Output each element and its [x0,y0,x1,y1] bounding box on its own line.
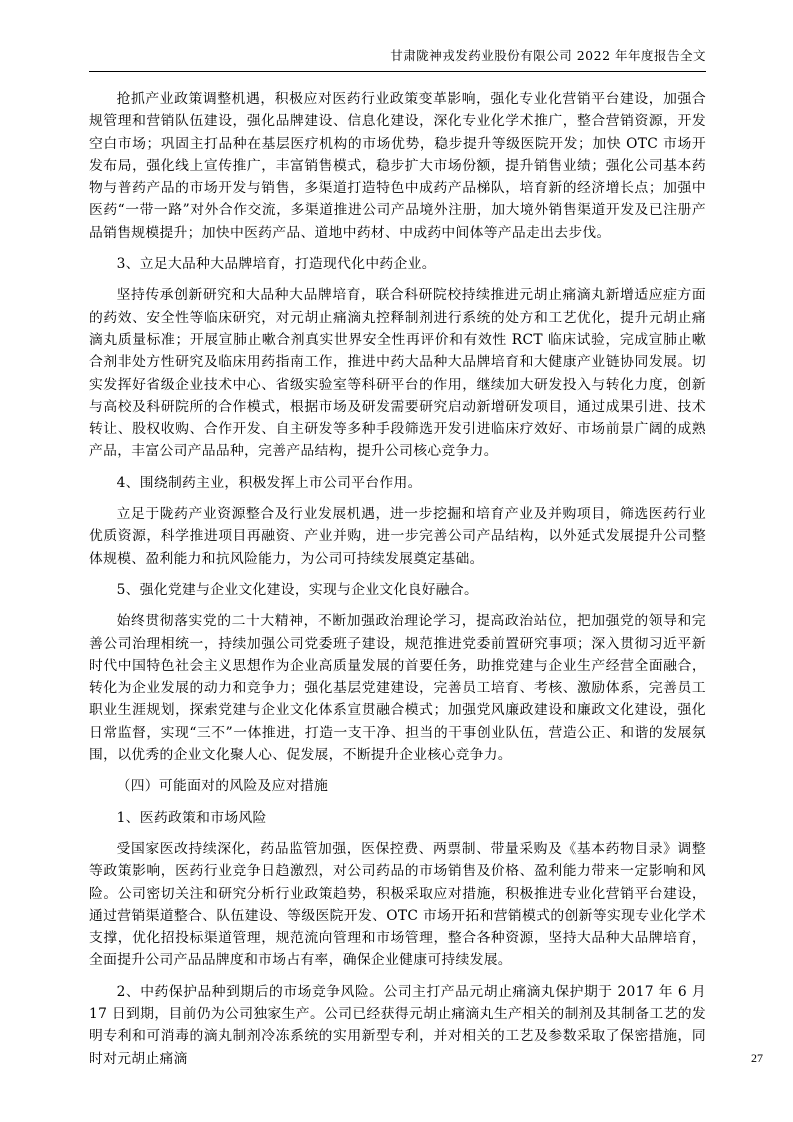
paragraph: 受国家医改持续深化，药品监管加强，医保控费、两票制、带量采购及《基本药物目录》调整等政策影响，医药行业竞争日趋激烈，对公司药品的市场销售及价格、盈利能力带来一定影响和风险。公司密切关注和研究分析行业政策趋势，积极采取应对措施，积极推进专业化营销平台建设，通过营销渠道整合、队伍建设、等级医院开发、OTC 市场开拓和营销模式的创新等实现专业化学术支撑，优化招投标渠道管理，规范流向管理和市场管理，整合各种资源，坚持大品种大品牌培育，全面提升公司产品品牌度和市场占有率，确保企业健康可持续发展。 [89,840,706,969]
document-header [89,46,706,72]
document-body [89,72,706,1070]
paragraph-heading: 3、立足大品种大品牌培育，打造现代化中药企业。 [116,256,436,273]
paragraph-heading: 5、强化党建与企业文化建设，实现与企业文化良好融合。 [116,581,479,598]
paragraph: 坚持传承创新研究和大品种大品牌培育，联合科研院校持续推进元胡止痛滴丸新增适应症方面的药效、安全性等临床研究，对元胡止痛滴丸控释制剂进行系统的处方和工艺优化，提升元胡止痛滴丸质量标准；开展宣肺止嗽合剂真实世界安全性再评价和有效性 RCT 临床试验，完成宣肺止嗽合剂非处方性研究及临床用药指南工作，推进中药大品种大品牌培育和大健康产业链协同发展。切实发挥好省级企业技术中心、省级实验室等科研平台的作用，继续加大研发投入与转化力度，创新与高校及科研院所的合作模式，根据市场及研发需要研究启动新增研发项目，通过成果引进、技术转让、股权收购、合作开发、自主研发等多种手段筛选开发引进临床疗效好、市场前景广阔的成熟产品，丰富公司产品品种，完善产品结构，提升公司核心竞争力。 [89,287,706,460]
document-header-title: 甘肃陇神戎发药业股份有限公司 2022 年年度报告全文 [390,48,706,63]
paragraph: 抢抓产业政策调整机遇，积极应对医药行业政策变革影响，强化专业化营销平台建设，加强合规管理和营销队伍建设，强化品牌建设、信息化建设，深化专业化学术推广，整合营销资源，开发空白市场；巩固主打品种在基层医疗机构的市场优势，稳步提升等级医院开发；加快 OTC 市场开发布局，强化线上宣传推广，丰富销售模式，稳步扩大市场份额，提升销售业绩；强化公司基本药物与普药产品的市场开发与销售，多渠道打造特色中成药产品梯队，培育新的经济增长点；加强中医药“一带一路”对外合作交流，多渠道推进公司产品境外注册，加大境外销售渠道开发及已注册产品销售规模提升；加快中医药产品、道地中药材、中成药中间体等产品走出去步伐。 [89,91,706,241]
paragraph: 立足于陇药产业资源整合及行业发展机遇，进一步挖掘和培育产业及并购项目，筛选医药行业优质资源，科学推进项目再融资、产业并购，进一步完善公司产品结构，以外延式发展提升公司整体规模、盈利能力和抗风险能力，为公司可持续发展奠定基础。 [89,506,706,567]
paragraph-heading: 4、围绕制药主业，积极发挥上市公司平台作用。 [116,474,422,491]
paragraph-heading: （四）可能面对的风险及应对措施 [116,778,329,795]
paragraph-heading: 1、医药政策和市场风险 [116,809,267,826]
paragraph: 2、中药保护品种到期后的市场竞争风险。公司主打产品元胡止痛滴丸保护期于 2017 年 6 月 17 日到期，目前仍为公司独家生产。公司已经获得元胡止痛滴丸生产相关的制剂及其制备工艺的发明专利和可消毒的滴丸制剂冷冻系统的实用新型专利，并对相关的工艺及参数采取了保密措施，同时对元胡止痛滴 [89,983,706,1067]
page-number: 27 [751,1051,763,1065]
paragraph: 始终贯彻落实党的二十大精神，不断加强政治理论学习，提高政治站位，把加强党的领导和完善公司治理相统一，持续加强公司党委班子建设，规范推进党委前置研究事项；深入贯彻习近平新时代中国特色社会主义思想作为企业高质量发展的首要任务，助推党建与企业生产经营全面融合，转化为企业发展的动力和竞争力；强化基层党建建设，完善员工培育、考核、激励体系，完善员工职业生涯规划，探索党建与企业文化体系宣贯融合模式；加强党风廉政建设和廉政文化建设，强化日常监督，实现“三不”一体推进，打造一支干净、担当的干事创业队伍，营造公正、和谐的发展氛围，以优秀的企业文化聚人心、促发展，不断提升企业核心竞争力。 [89,613,706,764]
